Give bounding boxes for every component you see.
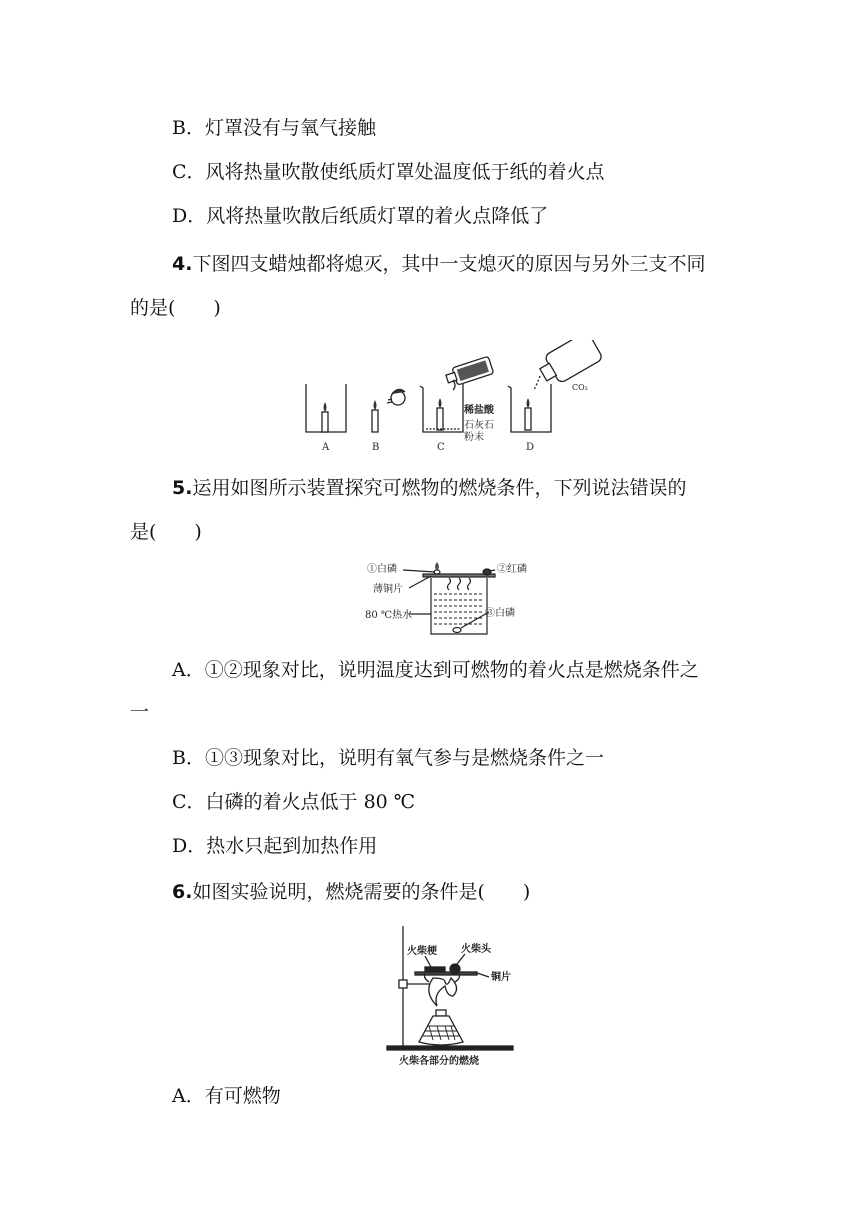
q4-co2-label: CO₂ <box>572 383 588 392</box>
q4-label-c: C <box>437 442 445 453</box>
q5-option-c: C．白磷的着火点低于 80 ℃ <box>172 791 416 813</box>
q5-number: 5. <box>172 477 193 499</box>
q4-number: 4. <box>172 253 193 275</box>
q4-stem-cont: 的是( ) <box>130 297 221 319</box>
q3-option-b: B．灯罩没有与氧气接触 <box>172 117 376 139</box>
q6-head-label: 火柴头 <box>461 944 491 955</box>
q5-stem-cont: 是( ) <box>130 521 202 543</box>
q3-option-d: D．风将热量吹散后纸质灯罩的着火点降低了 <box>172 205 549 227</box>
q4-stem-text: 下图四支蜡烛都将熄灭，其中一支熄灭的原因与另外三支不同 <box>192 253 706 275</box>
q4-stone-label: 石灰石 <box>464 420 494 431</box>
q6-copper-label: 铜片 <box>491 972 511 983</box>
q4-candle-figure <box>300 340 620 460</box>
q4-acid-label: 稀盐酸 <box>464 405 494 416</box>
q5-option-b: B．①③现象对比，说明有氧气参与是燃烧条件之一 <box>172 747 604 769</box>
q5-label-2: ②红磷 <box>497 564 527 575</box>
q5-beaker-figure <box>365 558 535 640</box>
q5-copper-label: 薄铜片 <box>373 584 403 595</box>
q3-option-c: C．风将热量吹散使纸质灯罩处温度低于纸的着火点 <box>172 161 605 183</box>
q4-label-a: A <box>322 442 330 453</box>
q6-stick-label: 火柴梗 <box>407 946 437 957</box>
q6-number: 6. <box>172 881 193 903</box>
q5-option-a: A．①②现象对比，说明温度达到可燃物的着火点是燃烧条件之 <box>172 659 699 681</box>
q4-label-b: B <box>372 442 380 453</box>
q6-stem-text: 如图实验说明，燃烧需要的条件是( ) <box>192 881 531 903</box>
q5-stem <box>172 476 686 500</box>
q5-label-1: ①白磷 <box>367 564 397 575</box>
q6-stem <box>172 880 530 904</box>
q4-stem <box>172 252 705 276</box>
q5-stem-text: 运用如图所示装置探究可燃物的燃烧条件，下列说法错误的 <box>192 477 687 499</box>
q6-caption: 火柴各部分的燃烧 <box>399 1056 479 1067</box>
q4-powder-label: 粉末 <box>464 432 484 443</box>
q5-water-label: 80 ℃热水 <box>365 610 413 621</box>
q4-label-d: D <box>526 442 535 453</box>
q5-label-3: ③白磷 <box>485 608 515 619</box>
q6-option-a: A．有可燃物 <box>172 1085 281 1107</box>
q5-option-d: D．热水只起到加热作用 <box>172 835 378 857</box>
q5-option-a-cont: 一 <box>130 701 150 723</box>
q6-match-figure <box>385 922 525 1072</box>
